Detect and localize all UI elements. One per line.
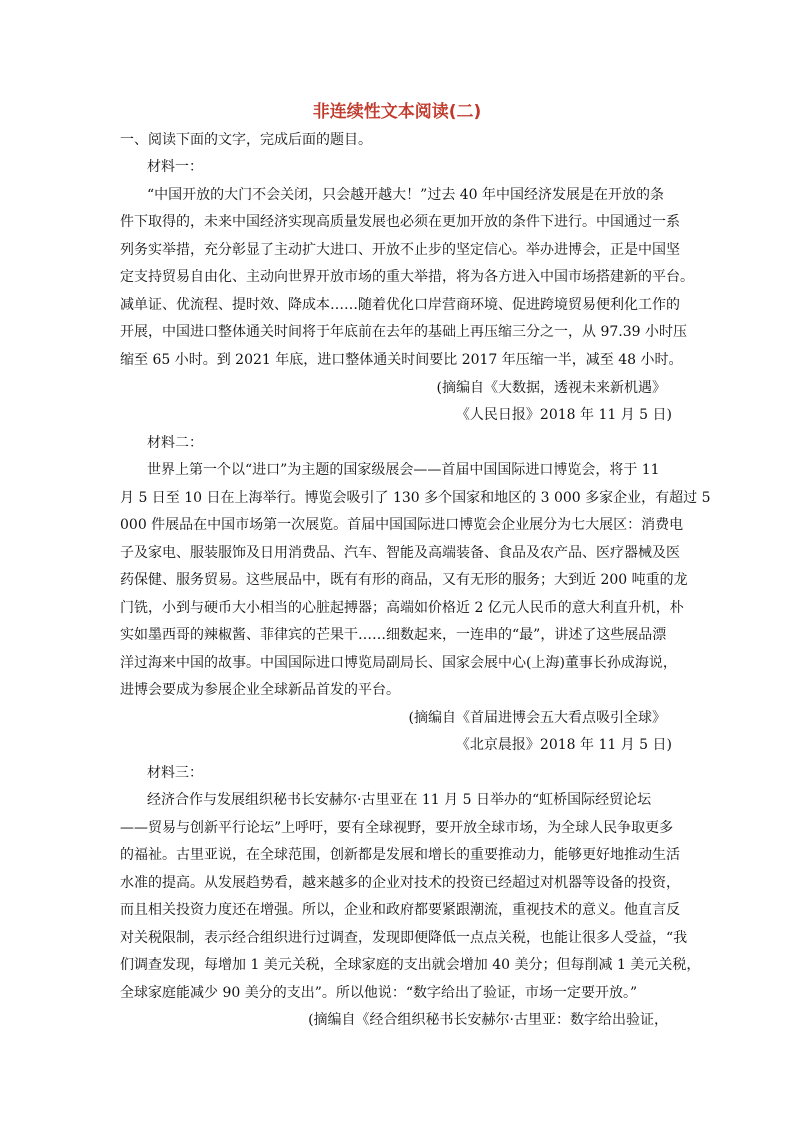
material3-line: 水准的提高。从发展趋势看，越来越多的企业对技术的投资已经超过对机器等设备的投资，	[120, 875, 680, 891]
material2-line: 子及家电、服装服饰及日用消费品、汽车、智能及高端装备、食品及农产品、医疗器械及医	[120, 545, 680, 561]
material2-line: 门铣，小到与硬币大小相当的心脏起搏器；高端如价格近 2 亿元人民币的意大利直升机，朴	[120, 600, 684, 616]
material2-label: 材料二：	[147, 435, 203, 451]
material1-source: 《人民日报》2018 年 11 月 5 日)	[455, 407, 672, 423]
material3-line: 经济合作与发展组织秘书长安赫尔·古里亚在 11 月 5 日举办的“虹桥国际经贸论坛	[147, 792, 652, 808]
material3-line: 的福祉。古里亚说，在全球范围，创新都是发展和增长的重要推动力，能够更好地推动生活	[120, 847, 680, 863]
material2-line: 000 件展品在中国市场第一次展览。首届中国国际进口博览会企业展分为七大展区：消费电	[120, 517, 684, 533]
material3-line: 对关税限制，表示经合组织进行过调查，发现即便降低一点点关税，也能让很多人受益，“我	[120, 930, 688, 946]
page-title: 非连续性文本阅读(二)	[312, 102, 482, 122]
material1-line: “中国开放的大门不会关闭，只会越开越大！”过去 40 年中国经济发展是在开放的条	[147, 187, 665, 203]
material3-line: ——贸易与创新平行论坛”上呼吁，要有全球视野，要开放全球市场，为全球人民争取更多	[120, 820, 674, 836]
material2-line: 洋过海来中国的故事。中国国际进口博览局副局长、国家会展中心(上海)董事长孙成海说，	[120, 655, 677, 671]
material3-line: 们调查发现，每增加 1 美元关税，全球家庭的支出就会增加 40 美分；但每削减 1 美元关税，	[120, 957, 701, 973]
material2-line: 药保健、服务贸易。这些展品中，既有有形的商品，又有无形的服务；大到近 200 吨重的龙	[120, 572, 688, 588]
material3-source: (摘编自《经合组织秘书长安赫尔·古里亚：数字给出验证，	[308, 1012, 668, 1028]
material2-line: 月 5 日至 10 日在上海举行。博览会吸引了 130 多个国家和地区的 3 000 多家企业，有超过 5	[120, 490, 711, 506]
instruction-text: 一、阅读下面的文字，完成后面的题目。	[120, 132, 372, 148]
material1-line: 缩至 65 小时。到 2021 年底，进口整体通关时间要比 2017 年压缩一半，减至 48 小时。	[120, 352, 683, 368]
material1-source: (摘编自《大数据，透视未来新机遇》	[436, 380, 666, 396]
material2-line: 进博会要成为参展企业全球新品首发的平台。	[120, 682, 400, 698]
material2-source: (摘编自《首届进博会五大看点吸引全球》	[408, 710, 666, 726]
material1-line: 减单证、优流程、提时效、降成本……随着优化口岸营商环境、促进跨境贸易便利化工作的	[120, 297, 680, 313]
material1-line: 列务实举措，充分彰显了主动扩大进口、开放不止步的坚定信心。举办进博会，正是中国坚	[120, 242, 680, 258]
material1-line: 件下取得的，未来中国经济实现高质量发展也必须在更加开放的条件下进行。中国通过一系	[120, 214, 680, 230]
material1-label: 材料一：	[147, 159, 203, 175]
material1-line: 开展，中国进口整体通关时间将于年底前在去年的基础上再压缩三分之一，从 97.39 小时压	[120, 324, 687, 340]
material3-label: 材料三：	[147, 765, 203, 781]
material2-line: 实如墨西哥的辣椒酱、菲律宾的芒果干……细数起来，一连串的“最”，讲述了这些展品漂	[120, 627, 667, 643]
material1-line: 定支持贸易自由化、主动向世界开放市场的重大举措，将为各方进入中国市场搭建新的平台。	[120, 269, 694, 285]
material2-line: 世界上第一个以“进口”为主题的国家级展会——首届中国国际进口博览会，将于 11	[147, 462, 660, 478]
material3-line: 全球家庭能减少 90 美分的支出”。所以他说：“数字给出了验证，市场一定要开放。”	[120, 985, 638, 1001]
material2-source: 《北京晨报》2018 年 11 月 5 日)	[455, 737, 672, 753]
material3-line: 而且相关投资力度还在增强。所以，企业和政府都要紧跟潮流，重视技术的意义。他直言反	[120, 902, 680, 918]
